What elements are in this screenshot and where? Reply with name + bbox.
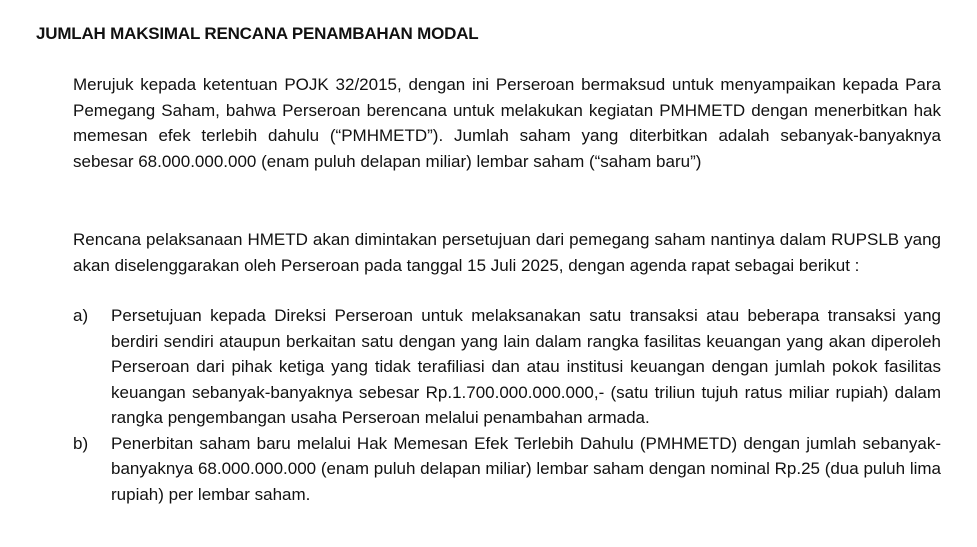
intro-paragraph: Merujuk kepada ketentuan POJK 32/2015, dengan ini Perseroan bermaksud untuk menyampaikan kepada Para Pemegang Saham, bahwa Perseroan berencana untuk melakukan kegiatan PMHMETD dengan menerbitkan hak memesan efek terlebih dahulu (“PMHMETD”). Jumlah saham yang diterbitkan adalah sebanyak-banyaknya sebesar 68.000.000.000 (enam puluh delapan miliar) lembar saham (“saham baru”) (73, 75, 941, 171)
document-heading: JUMLAH MAKSIMAL RENCANA PENAMBAHAN MODAL (36, 24, 479, 43)
agenda-item-marker: b) (73, 433, 89, 453)
agenda-item-a (73, 303, 941, 431)
agenda-item-b (73, 431, 941, 508)
agenda-list (73, 303, 941, 507)
agenda-item-text: Penerbitan saham baru melalui Hak Memesan Efek Terlebih Dahulu (PMHMETD) dengan jumlah sebanyak-banyaknya 68.000.000.000 (enam puluh delapan miliar) lembar saham dengan nominal Rp.25 (dua puluh lima rupiah) per lembar saham. (111, 433, 941, 504)
agenda-item-marker: a) (73, 306, 89, 325)
plan-paragraph: Rencana pelaksanaan HMETD akan dimintakan persetujuan dari pemegang saham nantinya dalam RUPSLB yang akan diselenggarakan oleh Perseroan pada tanggal 15 Juli 2025, dengan agenda rapat sebagai berikut : (73, 230, 941, 275)
agenda-item-text: Persetujuan kepada Direksi Perseroan untuk melaksanakan satu transaksi atau beberapa transaksi yang berdiri sendiri ataupun berkaitan satu dengan yang lain dalam rangka fasilitas keuangan yang akan diperoleh Perseroan dari pihak ketiga yang tidak terafiliasi dan atau institusi keuangan dengan jumlah pokok fasilitas keuangan sebanyak-banyaknya sebesar Rp.1.700.000.000.000,- (satu triliun tujuh ratus miliar rupiah) dalam rangka pengembangan usaha Perseroan melalui penambahan armada. (111, 306, 941, 427)
